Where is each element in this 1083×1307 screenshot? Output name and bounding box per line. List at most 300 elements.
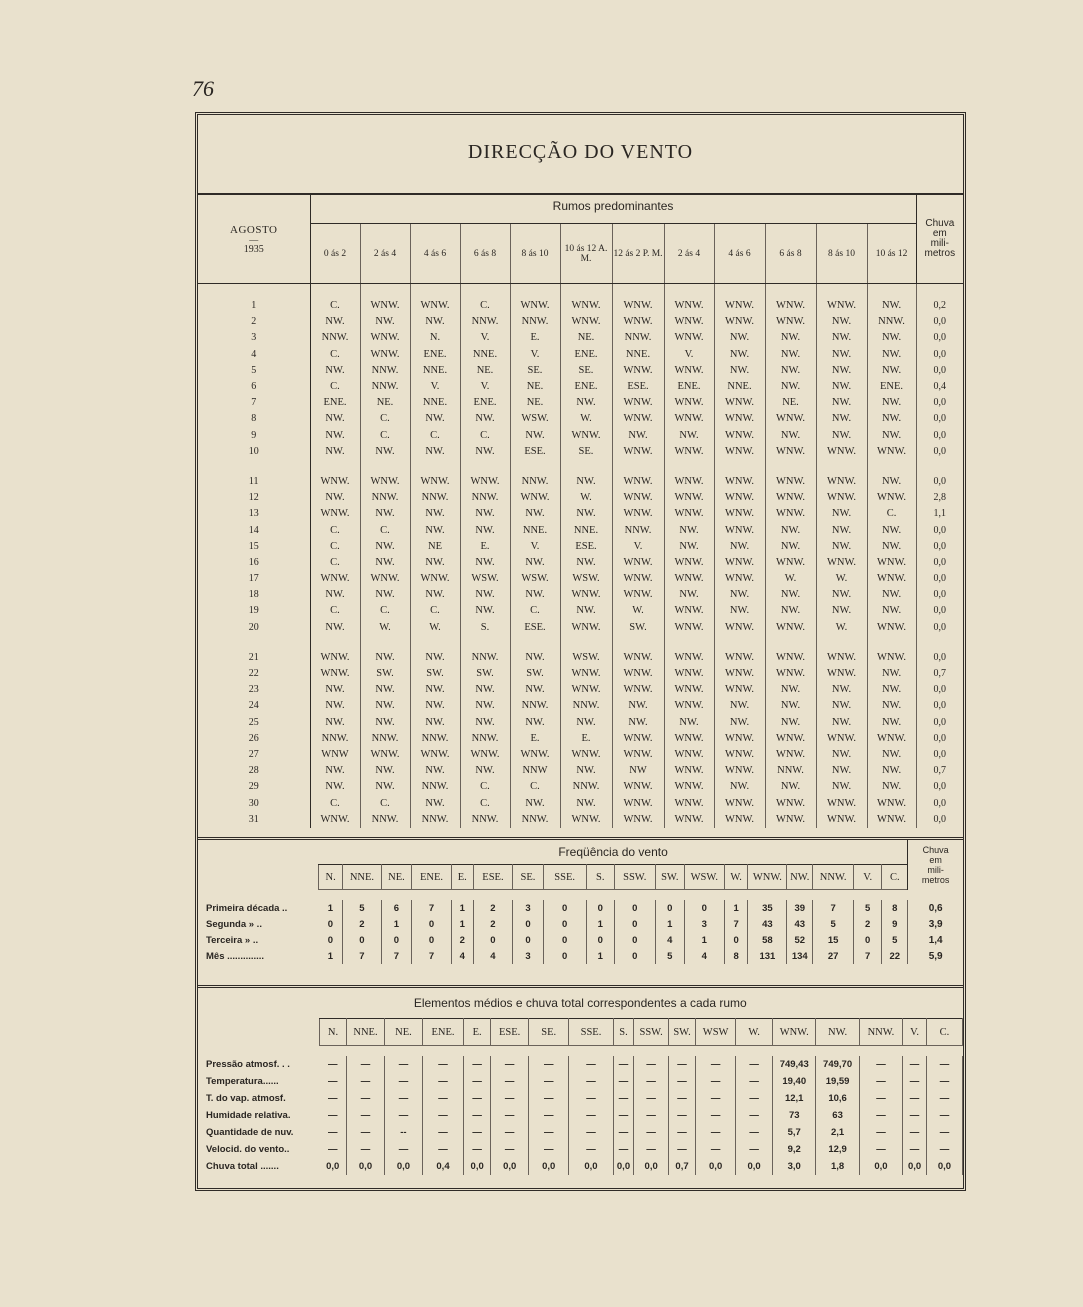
- day-number: 12: [198, 490, 310, 506]
- wind-direction-cell: NW.: [310, 490, 360, 506]
- element-cell: —: [613, 1124, 634, 1141]
- month-dash: —: [249, 234, 259, 245]
- frequency-cell: 4: [473, 948, 513, 964]
- hour-column-header: 4 ás 6: [714, 224, 765, 284]
- day-number: 4: [198, 347, 310, 363]
- element-cell: 0,4: [422, 1158, 463, 1175]
- element-cell: —: [926, 1073, 962, 1090]
- frequency-column-header: C.: [882, 865, 908, 890]
- rain-cell: 0,0: [916, 571, 963, 587]
- gap-cell: [816, 460, 867, 474]
- element-cell: —: [347, 1107, 385, 1124]
- frequency-cell: 0: [614, 916, 655, 932]
- element-cell: —: [736, 1141, 773, 1158]
- hour-column-header: 12 ás 2 P. M.: [612, 224, 664, 284]
- gap-cell: [867, 636, 916, 650]
- element-cell: —: [464, 1107, 491, 1124]
- wind-direction-cell: NW.: [714, 330, 765, 346]
- frequency-cell: 2: [343, 916, 382, 932]
- wind-direction-cell: NW.: [816, 698, 867, 714]
- table-row: [198, 379, 963, 395]
- wind-direction-cell: NW.: [360, 698, 410, 714]
- wind-direction-cell: WNW.: [560, 812, 612, 828]
- wind-direction-cell: WNW.: [816, 812, 867, 828]
- wind-direction-cell: NW.: [867, 411, 916, 427]
- element-cell: —: [613, 1056, 634, 1073]
- frequency-cell: 5: [882, 932, 908, 948]
- wind-direction-cell: NW.: [816, 506, 867, 522]
- wind-direction-cell: NW.: [714, 539, 765, 555]
- element-cell: —: [569, 1073, 613, 1090]
- wind-direction-cell: NW.: [765, 363, 816, 379]
- wind-direction-cell: NNW.: [612, 330, 664, 346]
- gap-cell: [714, 460, 765, 474]
- day-number: 25: [198, 715, 310, 731]
- wind-direction-cell: WNW.: [765, 444, 816, 460]
- frequency-cell: 7: [813, 900, 854, 916]
- table-row: [198, 1073, 963, 1090]
- wind-direction-cell: NNW.: [510, 812, 560, 828]
- wind-direction-cell: WNW.: [867, 620, 916, 636]
- gap-cell: [867, 460, 916, 474]
- gap-cell: [664, 284, 714, 299]
- element-cell: —: [464, 1124, 491, 1141]
- title-bar: [198, 115, 963, 195]
- wind-direction-cell: NW.: [560, 555, 612, 571]
- frequency-cell: 22: [882, 948, 908, 964]
- wind-direction-cell: WNW.: [510, 490, 560, 506]
- wind-direction-cell: WNW.: [460, 474, 510, 490]
- wind-direction-cell: NNW.: [310, 731, 360, 747]
- wind-direction-cell: WNW.: [560, 587, 612, 603]
- table-row: [198, 779, 963, 795]
- wind-direction-table: [198, 195, 963, 828]
- rain-cell: 0,0: [916, 522, 963, 538]
- frequency-cell: 134: [787, 948, 813, 964]
- elements-title: Elementos médios e chuva total correspondentes a cada rumo: [413, 996, 747, 1010]
- wind-direction-cell: NW.: [867, 363, 916, 379]
- rain-cell: 0,0: [916, 411, 963, 427]
- wind-direction-cell: NW.: [765, 428, 816, 444]
- wind-direction-cell: NNW.: [410, 490, 460, 506]
- table-row: [198, 330, 963, 346]
- rain-cell: 0,0: [916, 555, 963, 571]
- day-number: 16: [198, 555, 310, 571]
- element-cell: —: [384, 1090, 422, 1107]
- wind-direction-cell: WNW.: [612, 650, 664, 666]
- wind-direction-cell: NW.: [867, 603, 916, 619]
- elements-column-header: NW.: [816, 1019, 859, 1046]
- wind-direction-cell: NW.: [460, 444, 510, 460]
- wind-direction-cell: WNW.: [612, 298, 664, 314]
- element-cell: —: [384, 1107, 422, 1124]
- wind-direction-cell: C.: [310, 347, 360, 363]
- table-row: [198, 1158, 963, 1175]
- table-row: [198, 490, 963, 506]
- wind-direction-cell: NE.: [765, 395, 816, 411]
- element-cell: —: [634, 1090, 669, 1107]
- wind-direction-cell: WNW.: [664, 795, 714, 811]
- wind-direction-cell: NW.: [460, 603, 510, 619]
- wind-direction-cell: WNW.: [765, 795, 816, 811]
- element-cell: —: [347, 1056, 385, 1073]
- frequency-cell: 9: [882, 916, 908, 932]
- rain-cell: 2,8: [916, 490, 963, 506]
- wind-direction-cell: ENE.: [867, 379, 916, 395]
- element-cell: 749,43: [773, 1056, 816, 1073]
- gap-cell: [765, 460, 816, 474]
- wind-direction-cell: NW.: [410, 650, 460, 666]
- element-cell: —: [736, 1090, 773, 1107]
- frequency-cell: 1: [381, 916, 411, 932]
- table-row: [198, 1141, 963, 1158]
- element-cell: 0,7: [668, 1158, 695, 1175]
- frequency-cell: 1: [319, 948, 343, 964]
- table-row: [198, 620, 963, 636]
- hour-column-header: 0 ás 2: [310, 224, 360, 284]
- table-row: [198, 474, 963, 490]
- wind-direction-cell: NNE.: [410, 363, 460, 379]
- wind-direction-cell: WNW.: [714, 314, 765, 330]
- wind-direction-cell: NW.: [867, 428, 916, 444]
- wind-direction-cell: NW.: [867, 395, 916, 411]
- hour-column-header: 2 ás 4: [664, 224, 714, 284]
- wind-direction-cell: WNW.: [612, 314, 664, 330]
- frequency-column-header: WNW.: [748, 865, 787, 890]
- table-row: [198, 682, 963, 698]
- wind-direction-cell: WNW.: [612, 490, 664, 506]
- elements-corner: [198, 1019, 319, 1046]
- element-cell: —: [926, 1090, 962, 1107]
- wind-direction-cell: NNW.: [510, 314, 560, 330]
- wind-direction-cell: ESE.: [560, 539, 612, 555]
- wind-direction-cell: NW.: [765, 330, 816, 346]
- wind-direction-cell: WSW.: [560, 650, 612, 666]
- wind-direction-cell: WNW.: [714, 795, 765, 811]
- hour-column-header: 8 ás 10: [510, 224, 560, 284]
- wind-direction-cell: NNW.: [765, 763, 816, 779]
- frequency-cell: 0: [614, 900, 655, 916]
- frequency-cell: 0: [319, 932, 343, 948]
- wind-direction-cell: WNW.: [816, 666, 867, 682]
- wind-direction-cell: NW.: [714, 603, 765, 619]
- wind-direction-cell: NW.: [410, 444, 460, 460]
- day-number: 15: [198, 539, 310, 555]
- table-row: [198, 1090, 963, 1107]
- table-row: [198, 795, 963, 811]
- wind-direction-cell: WNW.: [612, 363, 664, 379]
- frequency-cell: 1: [655, 916, 684, 932]
- wind-direction-cell: WNW.: [510, 298, 560, 314]
- element-cell: —: [736, 1124, 773, 1141]
- wind-direction-cell: WNW.: [360, 298, 410, 314]
- wind-direction-cell: C.: [460, 428, 510, 444]
- wind-direction-cell: SE.: [560, 363, 612, 379]
- wind-direction-cell: WNW.: [664, 395, 714, 411]
- wind-direction-cell: ESE.: [510, 620, 560, 636]
- gap-cell: [410, 460, 460, 474]
- element-cell: —: [464, 1141, 491, 1158]
- wind-direction-cell: SW.: [360, 666, 410, 682]
- wind-direction-cell: WNW.: [410, 298, 460, 314]
- rain-cell: 0,0: [916, 539, 963, 555]
- rain-cell: 0,0: [916, 347, 963, 363]
- element-cell: —: [696, 1124, 736, 1141]
- elements-column-header: NNE.: [347, 1019, 385, 1046]
- wind-direction-cell: NW.: [664, 587, 714, 603]
- year-label: 1935: [243, 243, 264, 255]
- wind-direction-cell: WNW.: [612, 571, 664, 587]
- day-number: 28: [198, 763, 310, 779]
- wind-direction-cell: C.: [310, 298, 360, 314]
- rain-cell: 0,0: [916, 395, 963, 411]
- element-cell: 0,0: [926, 1158, 962, 1175]
- gap-cell: [612, 284, 664, 299]
- page-number: 76: [192, 76, 214, 101]
- day-number: 26: [198, 731, 310, 747]
- elements-column-header: NE.: [384, 1019, 422, 1046]
- row-label: Velocid. do vento..: [206, 1144, 290, 1155]
- day-number: 5: [198, 363, 310, 379]
- wind-direction-cell: WSW.: [510, 411, 560, 427]
- wind-direction-cell: WNW.: [310, 474, 360, 490]
- wind-direction-cell: WNW.: [664, 620, 714, 636]
- wind-direction-cell: W.: [560, 490, 612, 506]
- gap-cell: [310, 460, 360, 474]
- wind-direction-cell: WNW.: [714, 522, 765, 538]
- element-cell: —: [422, 1141, 463, 1158]
- wind-direction-cell: NNW.: [360, 731, 410, 747]
- wind-direction-cell: E.: [510, 731, 560, 747]
- wind-direction-cell: NW.: [816, 428, 867, 444]
- wind-direction-cell: NW.: [510, 795, 560, 811]
- frequency-cell: 0: [381, 932, 411, 948]
- wind-direction-cell: NW.: [310, 763, 360, 779]
- elements-column-header: SSW.: [634, 1019, 669, 1046]
- element-cell: —: [422, 1073, 463, 1090]
- wind-direction-cell: NW.: [360, 682, 410, 698]
- element-cell: —: [634, 1056, 669, 1073]
- wind-direction-cell: NW.: [867, 298, 916, 314]
- wind-direction-cell: WNW.: [664, 682, 714, 698]
- frequency-cell: 5: [854, 900, 882, 916]
- wind-direction-cell: NW.: [510, 555, 560, 571]
- frequency-cell: 2: [854, 916, 882, 932]
- rain-cell: 0,0: [916, 795, 963, 811]
- wind-direction-cell: NW.: [410, 522, 460, 538]
- wind-direction-cell: WNW.: [714, 731, 765, 747]
- rumos-header: Rumos predominantes: [552, 199, 674, 213]
- wind-direction-cell: WNW.: [360, 474, 410, 490]
- wind-direction-cell: S.: [460, 620, 510, 636]
- table-row: [198, 347, 963, 363]
- wind-direction-cell: NW.: [816, 314, 867, 330]
- wind-direction-cell: C.: [410, 603, 460, 619]
- frequency-cell: 0: [319, 916, 343, 932]
- table-row: [198, 731, 963, 747]
- wind-direction-cell: NW.: [867, 347, 916, 363]
- wind-direction-cell: WNW.: [816, 555, 867, 571]
- wind-direction-cell: NW.: [867, 698, 916, 714]
- row-label: Quantidade de nuv.: [206, 1127, 294, 1138]
- wind-direction-cell: NW.: [765, 347, 816, 363]
- gap-cell: [510, 636, 560, 650]
- wind-direction-cell: WNW.: [714, 620, 765, 636]
- rain-cell: 0,7: [916, 763, 963, 779]
- frequency-cell: 1: [684, 932, 724, 948]
- table-row: [198, 1124, 963, 1141]
- rain-cell: 0,0: [916, 620, 963, 636]
- wind-direction-cell: NW.: [867, 587, 916, 603]
- wind-direction-cell: NW.: [867, 747, 916, 763]
- elements-column-header: E.: [464, 1019, 491, 1046]
- wind-direction-cell: NW.: [310, 428, 360, 444]
- wind-direction-cell: E.: [460, 539, 510, 555]
- wind-direction-cell: NW.: [765, 682, 816, 698]
- wind-direction-cell: NW.: [816, 522, 867, 538]
- wind-direction-cell: WNW.: [664, 506, 714, 522]
- row-label: T. do vap. atmosf.: [206, 1093, 286, 1104]
- wind-direction-cell: NW.: [816, 411, 867, 427]
- wind-direction-cell: NW.: [310, 314, 360, 330]
- wind-direction-cell: NNE.: [460, 347, 510, 363]
- wind-direction-cell: NW.: [360, 779, 410, 795]
- wind-direction-cell: WNW.: [310, 571, 360, 587]
- frequency-column-header: WSW.: [684, 865, 724, 890]
- rain-cell: 0,0: [916, 650, 963, 666]
- wind-direction-cell: WNW: [310, 747, 360, 763]
- frequency-cell: 8: [724, 948, 748, 964]
- frequency-cell: 0: [543, 900, 586, 916]
- wind-direction-cell: NW.: [310, 363, 360, 379]
- frequency-column-header: W.: [724, 865, 748, 890]
- wind-direction-cell: NW.: [410, 411, 460, 427]
- wind-direction-cell: NW.: [816, 539, 867, 555]
- wind-direction-cell: WNW.: [410, 571, 460, 587]
- wind-direction-cell: WNW.: [360, 571, 410, 587]
- frequency-column-header: N.: [319, 865, 343, 890]
- wind-direction-cell: ENE.: [560, 379, 612, 395]
- wind-direction-cell: NW.: [816, 395, 867, 411]
- wind-direction-cell: C.: [360, 795, 410, 811]
- wind-direction-cell: ESE.: [510, 444, 560, 460]
- frequency-cell: 43: [787, 916, 813, 932]
- wind-direction-cell: SW.: [460, 666, 510, 682]
- rain-header-line: Chuva: [925, 218, 955, 229]
- rain-header-line: mili-: [930, 238, 949, 249]
- wind-direction-cell: NW.: [816, 347, 867, 363]
- table-row: [198, 603, 963, 619]
- rain-cell: 0,0: [916, 474, 963, 490]
- wind-direction-cell: C.: [460, 795, 510, 811]
- element-cell: 0,0: [319, 1158, 346, 1175]
- wind-direction-cell: WNW.: [612, 395, 664, 411]
- wind-direction-cell: WNW.: [664, 298, 714, 314]
- gap-cell: [360, 460, 410, 474]
- wind-direction-cell: NW.: [714, 587, 765, 603]
- element-cell: —: [903, 1090, 927, 1107]
- frequency-cell: 0: [586, 932, 614, 948]
- frequency-cell: 15: [813, 932, 854, 948]
- wind-direction-cell: WNW.: [410, 747, 460, 763]
- gap-cell: [410, 284, 460, 299]
- element-cell: —: [569, 1141, 613, 1158]
- element-cell: —: [319, 1073, 346, 1090]
- wind-direction-cell: WNW.: [765, 490, 816, 506]
- frequency-cell: 0: [543, 932, 586, 948]
- element-cell: —: [926, 1056, 962, 1073]
- wind-direction-cell: WNW.: [867, 812, 916, 828]
- table-row: [198, 444, 963, 460]
- frequency-cell: 5: [343, 900, 382, 916]
- element-cell: —: [491, 1090, 529, 1107]
- wind-direction-cell: NW.: [816, 682, 867, 698]
- element-cell: —: [422, 1124, 463, 1141]
- frequency-cell: 0: [412, 932, 452, 948]
- rain-cell: 0,4: [916, 379, 963, 395]
- wind-direction-cell: WNW.: [310, 666, 360, 682]
- day-number: 2: [198, 314, 310, 330]
- wind-direction-cell: NW.: [816, 603, 867, 619]
- wind-direction-cell: ENE.: [560, 347, 612, 363]
- gap-cell: [460, 636, 510, 650]
- wind-direction-cell: SE.: [510, 363, 560, 379]
- wind-direction-cell: WNW.: [664, 314, 714, 330]
- hour-column-header: 6 ás 8: [765, 224, 816, 284]
- wind-direction-cell: NW.: [867, 330, 916, 346]
- frequency-cell: 0: [543, 948, 586, 964]
- wind-direction-cell: WNW.: [867, 444, 916, 460]
- gap-cell: [198, 284, 310, 299]
- wind-direction-cell: NW.: [410, 682, 460, 698]
- gap-cell: [612, 636, 664, 650]
- wind-direction-cell: NW.: [867, 763, 916, 779]
- row-label: Terceira » ..: [206, 934, 259, 946]
- element-cell: —: [926, 1141, 962, 1158]
- element-cell: —: [696, 1073, 736, 1090]
- wind-direction-cell: WNW.: [714, 411, 765, 427]
- table-row: [198, 1107, 963, 1124]
- element-cell: 0,0: [569, 1158, 613, 1175]
- spacer: [198, 1046, 963, 1057]
- element-cell: —: [696, 1056, 736, 1073]
- wind-direction-cell: NW.: [612, 715, 664, 731]
- day-number: 30: [198, 795, 310, 811]
- wind-direction-cell: V.: [410, 379, 460, 395]
- wind-direction-cell: C.: [310, 795, 360, 811]
- gap-cell: [867, 284, 916, 299]
- wind-direction-cell: WNW.: [765, 411, 816, 427]
- wind-direction-cell: NW.: [765, 539, 816, 555]
- rain-cell: 0,2: [916, 298, 963, 314]
- wind-direction-cell: NNW.: [360, 363, 410, 379]
- element-cell: —: [668, 1107, 695, 1124]
- element-cell: —: [422, 1090, 463, 1107]
- table-row: [198, 916, 963, 932]
- row-label: Segunda » ..: [206, 918, 262, 930]
- element-cell: 0,0: [529, 1158, 569, 1175]
- rain-cell: 1,1: [916, 506, 963, 522]
- gap-cell: [816, 636, 867, 650]
- gap-cell: [198, 636, 310, 650]
- element-cell: —: [859, 1056, 902, 1073]
- rain-cell: 0,0: [916, 603, 963, 619]
- wind-direction-cell: NW.: [460, 763, 510, 779]
- frequency-cell: 1: [586, 916, 614, 932]
- table-row: [198, 363, 963, 379]
- rain-cell: 0,0: [916, 444, 963, 460]
- wind-direction-cell: WNW.: [612, 587, 664, 603]
